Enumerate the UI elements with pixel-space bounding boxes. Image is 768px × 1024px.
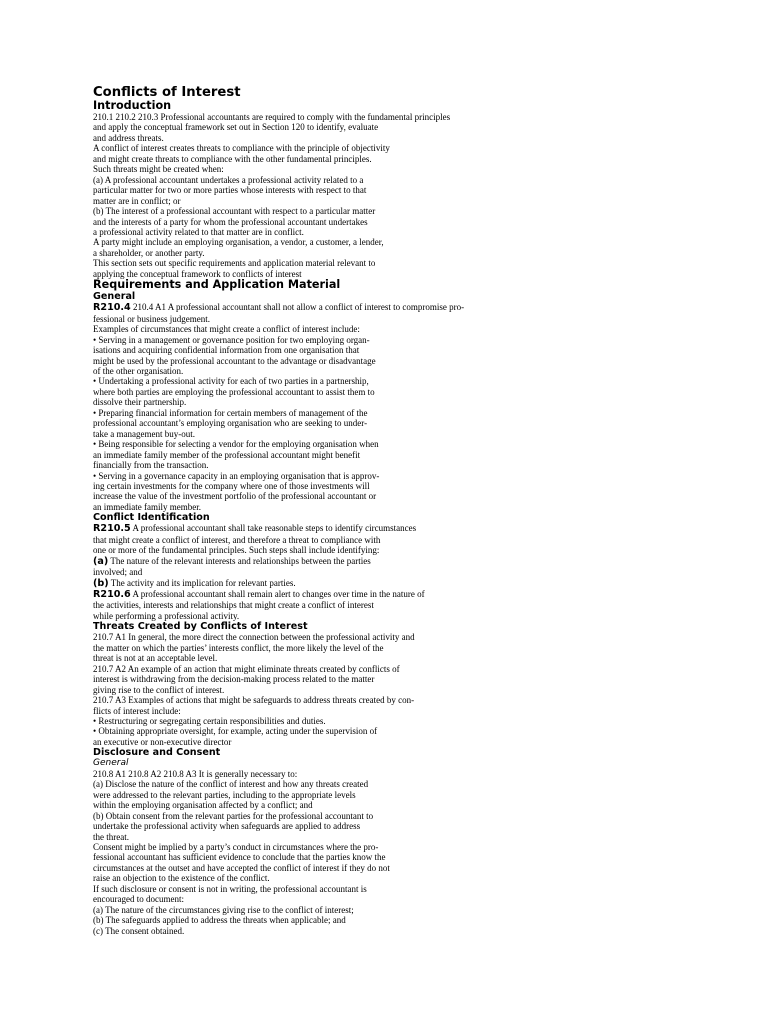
text-line: circumstances at the outset and have accepted the conflict of interest if they do not	[93, 862, 390, 873]
r2105-text: A professional accountant shall take reasonable steps to identify circumstances	[130, 523, 417, 534]
text-line: matter are in conflict; or	[93, 195, 181, 206]
text-line: where both parties are employing the professional accountant to assist them to	[93, 386, 375, 397]
text-line: an immediate family member.	[93, 501, 201, 512]
text-line: were addressed to the relevant parties, including to the appropriate levels	[93, 789, 356, 800]
text-line: • Being responsible for selecting a vendor for the employing organisation when	[93, 439, 379, 450]
section-heading-requirements: Requirements and Application Material	[93, 278, 341, 292]
text-line: while performing a professional activity.	[93, 610, 240, 621]
text-line: (b) Obtain consent from the relevant parties for the professional accountant to	[93, 810, 374, 821]
label-r2106: R210.6	[93, 589, 131, 601]
text-line: a professional activity related to that matter are in conflict.	[93, 226, 304, 237]
text-line: A conflict of interest creates threats to compliance with the principle of objectivity	[93, 143, 390, 154]
r2106-text: A professional accountant shall remain alert to changes over time in the nature of	[130, 589, 425, 600]
text-line: might be used by the professional accountant to the advantage or disadvantage	[93, 355, 376, 366]
text-line: • Obtaining appropriate oversight, for example, acting under the supervision of	[93, 726, 378, 737]
text-line: of the other organisation.	[93, 365, 184, 376]
text-line: (c) The consent obtained.	[93, 925, 185, 936]
text-line: This section sets out specific requirements and application material relevant to	[93, 258, 376, 269]
subheading-conflict-identification: Conflict Identification	[93, 512, 210, 524]
text-line: • Serving in a management or governance position for two employing organ-	[93, 334, 370, 345]
section-heading-introduction: Introduction	[93, 99, 172, 112]
text-line: If such disclosure or consent is not in writing, the professional accountant is	[93, 883, 367, 894]
text-line: giving rise to the conflict of interest.	[93, 684, 225, 695]
text-line: • Serving in a governance capacity in an employing organisation that is approv-	[93, 470, 380, 481]
text-line: dissolve their partnership.	[93, 397, 187, 408]
item-a-continued: involved; and	[93, 567, 143, 578]
text-line: (a) A professional accountant undertakes a professional activity related to a	[93, 174, 364, 185]
item-b	[93, 578, 513, 589]
label-r2105: R210.5	[93, 523, 131, 535]
paragraph-r2105	[93, 523, 513, 534]
text-line: the activities, interests and relationships that might create a conflict of interest	[93, 600, 374, 611]
text-line: Consent might be implied by a party’s conduct in circumstances where the pro-	[93, 842, 379, 852]
text-line: 210.7 A2 An example of an action that might eliminate threats created by conflicts of	[93, 663, 400, 674]
text-line: and apply the conceptual framework set out in Section 120 to identify, evaluate	[93, 122, 379, 133]
text-line: (b) The safeguards applied to address the threats when applicable; and	[93, 915, 346, 926]
subheading-threats: Threats Created by Conflicts of Interest	[93, 621, 308, 633]
text-line: interest is withdrawing from the decision-making process related to the matter	[93, 674, 375, 685]
text-line: ing certain investments for the company where one of those investments will	[93, 480, 370, 491]
text-line: 210.1 210.2 210.3 Professional accountants are required to comply with the fundamental principles	[93, 112, 451, 122]
text-line: applying the conceptual framework to conflicts of interest	[93, 268, 302, 279]
text-line: • Undertaking a professional activity for each of two parties in a partnership,	[93, 376, 369, 387]
intro-body	[93, 112, 513, 279]
item-a	[93, 556, 513, 567]
text-line: particular matter for two or more parties whose interests with respect to that	[93, 185, 367, 196]
label-a: (a)	[93, 555, 109, 567]
label-r2104: R210.4	[93, 302, 131, 314]
paragraph-r2106	[93, 589, 513, 600]
item-b-text: The activity and its implication for relevant parties.	[108, 577, 296, 588]
text-line: professional accountant’s employing organisation who are seeking to under-	[93, 418, 368, 429]
text-line: A party might include an employing organisation, a vendor, a customer, a lender,	[93, 237, 384, 248]
text-line: 210.7 A3 Examples of actions that might be safeguards to address threats created by con-	[93, 695, 415, 706]
text-line: within the employing organisation affected by a conflict; and	[93, 800, 313, 811]
r2106-body	[93, 600, 513, 621]
text-line: that might create a conflict of interest, and therefore a threat to compliance with	[93, 534, 381, 545]
text-line: • Restructuring or segregating certain responsibilities and duties.	[93, 716, 326, 727]
text-line: take a management buy-out.	[93, 428, 195, 439]
text-line: (a) Disclose the nature of the conflict of interest and how any threats created	[93, 779, 369, 790]
document-page	[93, 86, 513, 936]
text-line: isations and acquiring confidential information from one organisation that	[93, 345, 360, 356]
text-line: and address threats.	[93, 132, 164, 143]
disclosure-body	[93, 769, 513, 936]
text-line: and might create threats to compliance with the other fundamental principles.	[93, 153, 372, 164]
subheading-disclosure-consent: Disclosure and Consent	[93, 747, 221, 759]
text-line: fessional accountant has sufficient evidence to conclude that the parties know the	[93, 852, 386, 863]
text-line: and the interests of a party for whom the professional accountant undertakes	[93, 216, 368, 227]
subheading-disclosure-general: General	[93, 758, 129, 769]
threats-body	[93, 632, 513, 747]
general-body	[93, 314, 513, 513]
text-line: 210.7 A1 In general, the more direct the connection between the professional activity and	[93, 632, 415, 643]
text-line: flicts of interest include:	[93, 705, 181, 716]
text-line: (a) The nature of the circumstances giving rise to the conflict of interest;	[93, 904, 354, 915]
label-b: (b)	[93, 577, 109, 589]
text-line: 210.8 A1 210.8 A2 210.8 A3 It is generally necessary to:	[93, 768, 298, 779]
text-line: raise an objection to the existence of the conflict.	[93, 873, 270, 884]
paragraph-r2104	[93, 302, 513, 313]
text-line: the matter on which the parties’ interests conflict, the more likely the level of the	[93, 642, 384, 653]
text-line: an immediate family member of the professional accountant might benefit	[93, 449, 361, 460]
text-line: the threat.	[93, 831, 129, 842]
text-line: financially from the transaction.	[93, 460, 209, 471]
text-line: increase the value of the investment portfolio of the professional accountant or	[93, 491, 377, 502]
text-line: a shareholder, or another party.	[93, 247, 205, 258]
text-line: Such threats might be created when:	[93, 164, 224, 175]
text-line: (b) The interest of a professional accountant with respect to a particular matter	[93, 206, 376, 217]
item-a-text: The nature of the relevant interests and relationships between the parties	[108, 555, 371, 566]
subheading-general: General	[93, 291, 136, 303]
document-title: Conflicts of Interest	[93, 85, 241, 100]
text-line: Examples of circumstances that might create a conflict of interest include:	[93, 324, 360, 335]
text-line: • Preparing financial information for certain members of management of the	[93, 407, 368, 418]
text-line: encouraged to document:	[93, 894, 184, 905]
text-line: an executive or non-executive director	[93, 736, 232, 747]
text-line: one or more of the fundamental principles. Such steps shall include identifying:	[93, 545, 380, 556]
r2104-text: 210.4 A1 A professional accountant shall not allow a conflict of interest to compromise pro-	[130, 302, 465, 313]
text-line: threat is not at an acceptable level.	[93, 653, 218, 664]
text-line: undertake the professional activity when safeguards are applied to address	[93, 821, 361, 832]
text-line: fessional or business judgement.	[93, 313, 210, 324]
r2105-body	[93, 535, 513, 556]
